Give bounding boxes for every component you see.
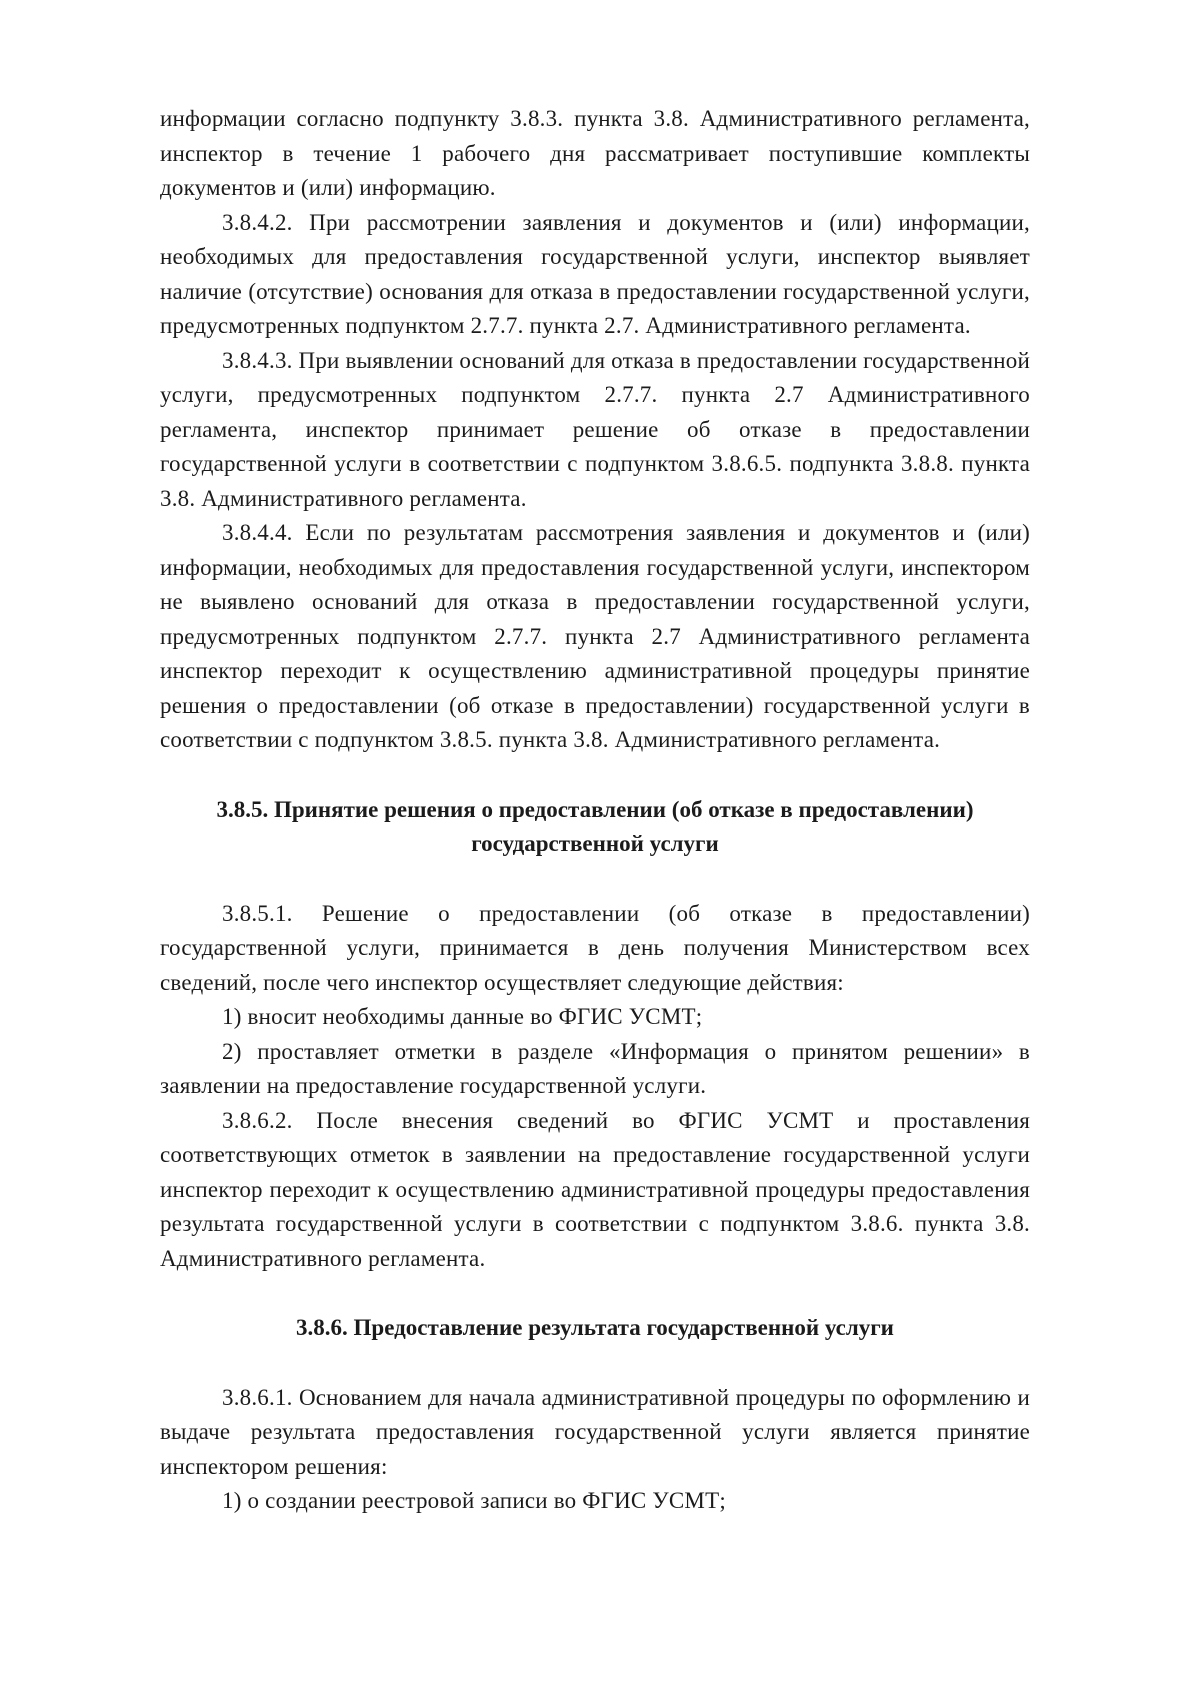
list-item-2-marks: 2) проставляет отметки в разделе «Информация о принятом решении» в заявлении на предоставление государственной услуги. bbox=[160, 1038, 1030, 1098]
paragraph-3-8-4-3: 3.8.4.3. При выявлении оснований для отказа в предоставлении государственной услуги, предусмотренных подпунктом 2.7.7. пункта 2.7 Административного регламента, инспектор принимает решение об отказе в предоставлении государственной услуги в соответствии с подпунктом 3.8.6.5. подпункта 3.8.8. пункта 3.8. Административного регламента. bbox=[160, 347, 1030, 511]
paragraph-3-8-4-2: 3.8.4.2. При рассмотрении заявления и документов и (или) информации, необходимых для предоставления государственной услуги, инспектор выявляет наличие (отсутствие) основания для отказа в предоставлении государственной услуги, предусмотренных подпунктом 2.7.7. пункта 2.7. Административного регламента. bbox=[160, 209, 1030, 338]
paragraph-continuation: информации согласно подпункту 3.8.3. пункта 3.8. Административного регламента, инспектор в течение 1 рабочего дня рассматривает поступившие комплекты документов и (или) информацию. bbox=[160, 106, 1030, 200]
list-item-1-registry: 1) о создании реестровой записи во ФГИС УСМТ; bbox=[222, 1488, 726, 1513]
heading-3-8-6: 3.8.6. Предоставление результата государственной услуги bbox=[296, 1315, 894, 1340]
paragraph-3-8-5-1: 3.8.5.1. Решение о предоставлении (об отказе в предоставлении) государственной услуги, принимается в день получения Министерством всех сведений, после чего инспектор осуществляет следующие действия: bbox=[160, 900, 1030, 995]
paragraph-3-8-4-4: 3.8.4.4. Если по результатам рассмотрения заявления и документов и (или) информации, необходимых для предоставления государственной услуги, инспектором не выявлено оснований для отказа в предоставлении государственной услуги, предусмотренных подпунктом 2.7.7. пункта 2.7 Административного регламента инспектор переходит к осуществлению административной процедуры принятие решения о предоставлении (об отказе в предоставлении) государственной услуги в соответствии с подпунктом 3.8.5. пункта 3.8. Административного регламента. bbox=[160, 520, 1030, 752]
paragraph-3-8-6-2: 3.8.6.2. После внесения сведений во ФГИС УСМТ и проставления соответствующих отметок в заявлении на предоставление государственной услуги инспектор переходит к осуществлению административной процедуры предоставления результата государственной услуги в соответствии с подпунктом 3.8.6. пункта 3.8. Административного регламента. bbox=[160, 1107, 1030, 1271]
list-item-1-fgis: 1) вносит необходимы данные во ФГИС УСМТ; bbox=[222, 1004, 703, 1029]
heading-3-8-5: 3.8.5. Принятие решения о предоставлении (об отказе в предоставлении) государственной услуги bbox=[216, 796, 974, 856]
paragraph-3-8-6-1: 3.8.6.1. Основанием для начала административной процедуры по оформлению и выдаче результата предоставления государственной услуги является принятие инспектором решения: bbox=[160, 1384, 1030, 1479]
